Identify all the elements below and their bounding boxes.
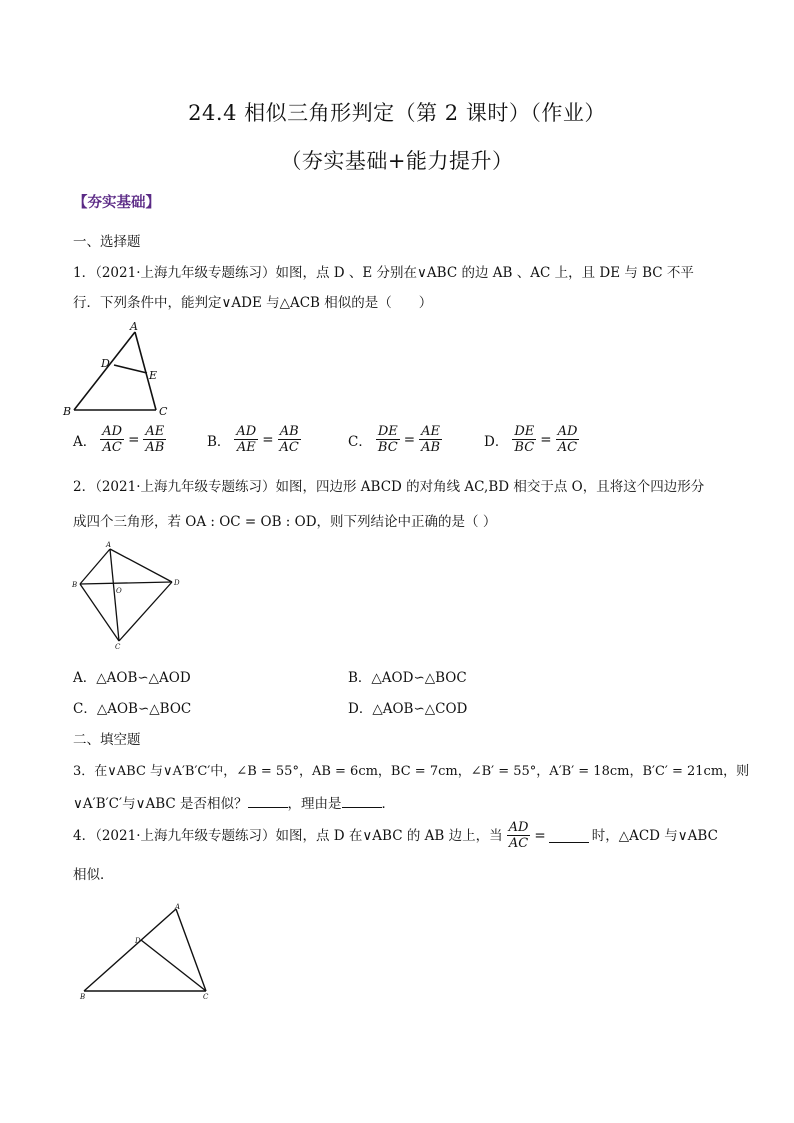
vertex-label-d: D	[135, 937, 141, 945]
equals-sign: =	[128, 431, 140, 448]
vertex-label-c: C	[115, 643, 121, 650]
q2-option-a[interactable]: A．△AOB∽△AOD	[73, 670, 191, 686]
q1-line1: 1．（2021·上海九年级专题练习）如图，点 D 、E 分别在∨ABC 的边 AB 、AC 上，且 DE 与 BC 不平	[73, 265, 694, 281]
equals-sign: =	[403, 431, 416, 448]
q1-option-a[interactable]	[73, 424, 168, 455]
fraction-left: $\frac{AD}{AE}$	[236, 424, 257, 455]
fraction-right: $\frac{AB}{AC}$	[279, 424, 299, 455]
option-letter: C．	[348, 433, 372, 450]
diagonal-ac	[110, 549, 119, 641]
option-letter: D．	[484, 433, 509, 450]
vertex-label-e: E	[149, 369, 158, 382]
q2-line1: 2．（2021·上海九年级专题练习）如图，四边形 ABCD 的对角线 AC,BD 相交于点 O，且将这个四边形分	[73, 479, 705, 495]
q4-line2: 相似．	[73, 867, 114, 883]
q4-prefix-text: 4．（2021·上海九年级专题练习）如图，点 D 在∨ABC 的 AB 边上，当	[73, 827, 503, 844]
q3-line1: 3．在∨ABC 与∨A′B′C′中，∠B = 55°，AB = 6cm，BC = 7cm，∠B′ = 55°，A′B′ = 18cm，B′C′ = 21cm，则	[73, 764, 750, 779]
fraction-right: $\frac{AE}{AB}$	[145, 424, 165, 455]
option-letter: B．	[207, 433, 231, 450]
q3-reason-text: ，理由是	[287, 796, 342, 812]
equals-sign: =	[534, 827, 546, 844]
segment-ba	[84, 909, 176, 991]
q2-quadrilateral-figure	[68, 540, 184, 650]
point-label-o: O	[116, 587, 122, 595]
segment-de	[114, 365, 147, 373]
fraction-left: $\frac{DE}{BC}$	[514, 424, 535, 455]
q2-option-d[interactable]: D．△AOB∽△COD	[348, 701, 468, 717]
part2-heading: 二、填空题	[73, 732, 141, 748]
q4-blank[interactable]	[549, 829, 589, 843]
q3-period: ．	[381, 796, 395, 812]
page-title: 24.4 相似三角形判定（第 2 课时）（作业）	[188, 101, 606, 125]
segment-ad	[110, 549, 172, 582]
q3-question-text: ∨A′B′C′与∨ABC 是否相似？	[73, 796, 248, 812]
segment-dc	[119, 582, 172, 641]
segment-ba	[80, 549, 110, 584]
fraction-right: $\frac{AE}{AB}$	[421, 424, 441, 455]
q4-suffix-text: 时，△ACD 与∨ABC	[591, 827, 718, 844]
vertex-label-c: C	[203, 993, 209, 1001]
fraction-right: $\frac{AD}{AC}$	[557, 424, 578, 455]
vertex-label-b: B	[80, 993, 86, 1001]
segment-cb	[80, 584, 119, 641]
q1-option-d[interactable]	[484, 424, 581, 455]
q3-blank-similar[interactable]	[248, 794, 288, 808]
q4-triangle-figure	[74, 900, 222, 1004]
part1-heading: 一、选择题	[73, 234, 141, 250]
q4-fraction: $\frac{AD}{AC}$	[508, 820, 529, 851]
vertex-label-d: D	[101, 357, 110, 370]
q2-option-c[interactable]: C．△AOB∽△BOC	[73, 701, 192, 717]
vertex-label-a: A	[130, 320, 138, 333]
vertex-label-b: B	[63, 405, 72, 418]
q3-line2	[73, 794, 395, 813]
equals-sign: =	[540, 431, 552, 448]
segment-ab	[74, 332, 135, 410]
q1-triangle-figure	[60, 318, 190, 422]
q2-option-b[interactable]: B．△AOD∽△BOC	[348, 670, 467, 686]
vertex-label-a: A	[175, 903, 181, 911]
q1-option-b[interactable]	[207, 424, 303, 455]
vertex-label-a: A	[106, 541, 112, 549]
vertex-label-c: C	[159, 405, 168, 418]
fraction-left: $\frac{AD}{AC}$	[102, 424, 123, 455]
vertex-label-b: B	[72, 581, 78, 589]
fraction-left: $\frac{DE}{BC}$	[377, 424, 398, 455]
diagonal-bd	[80, 582, 172, 584]
page-subtitle: （夯实基础+能力提升）	[280, 149, 514, 173]
q2-line2: 成四个三角形，若 OA : OC = OB : OD，则下列结论中正确的是（ ）	[73, 514, 497, 530]
q4-line1	[73, 820, 718, 851]
vertex-label-d: D	[174, 579, 180, 587]
q1-line2: 行．下列条件中，能判定∨ADE 与△ACB 相似的是（ ）	[73, 295, 433, 311]
section-label: 【夯实基础】	[73, 194, 160, 211]
equals-sign: =	[262, 431, 274, 448]
q1-option-c[interactable]	[348, 424, 444, 455]
option-letter: A．	[73, 433, 97, 450]
q3-blank-reason[interactable]	[342, 794, 382, 808]
